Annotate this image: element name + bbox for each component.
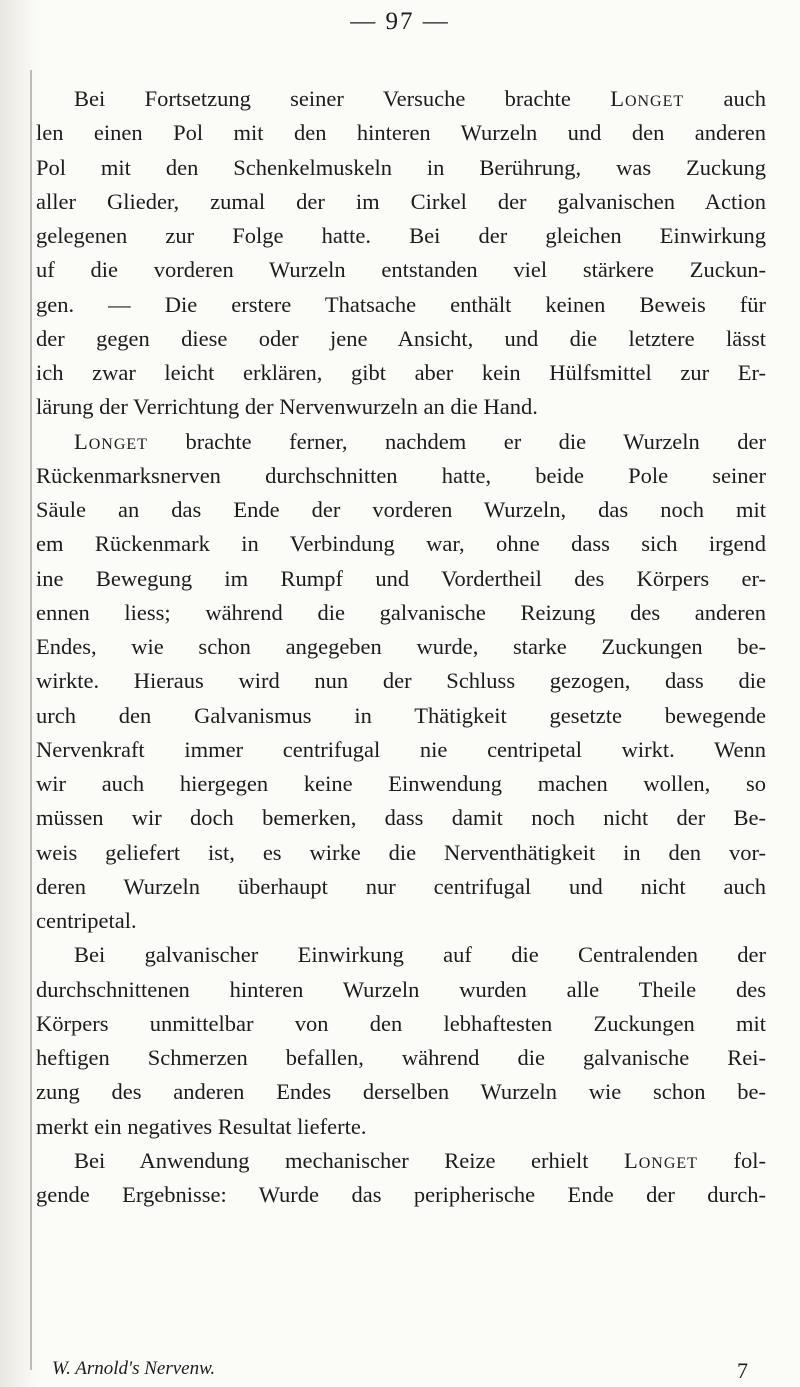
text-line <box>36 733 766 767</box>
printer-signature: 7 <box>737 1358 748 1383</box>
text-run: auch <box>684 86 766 111</box>
text-run: zung des anderen Endes derselben Wurzeln wie schon be- <box>36 1079 766 1105</box>
text-line <box>36 1007 766 1041</box>
text-line <box>36 116 766 150</box>
body-text <box>36 82 766 1212</box>
text-run: aller Glieder, zumal der im Cirkel der galvanischen Action <box>36 188 766 214</box>
author-name: Longet <box>74 428 148 454</box>
text-line <box>36 801 766 835</box>
text-run: Nervenkraft immer centrifugal nie centripetal wirkt. Wenn <box>36 736 766 762</box>
text-run: Pol mit den Schenkelmuskeln in Berührung, was Zuckung <box>36 154 766 180</box>
text-run: durchschnittenen hinteren Wurzeln wurden alle Theile des <box>36 976 766 1002</box>
page-number: — 97 — <box>350 8 450 35</box>
text-run: urch den Galvanismus in Thätigkeit gesetzte bewegende <box>36 702 766 728</box>
text-run: Bei galvanischer Einwirkung auf die Centralenden der <box>74 942 766 968</box>
text-line <box>36 253 766 287</box>
text-run: fol- <box>697 1147 766 1173</box>
text-line <box>36 596 766 630</box>
text-line <box>36 630 766 664</box>
text-run: gende Ergebnisse: Wurde das peripherische Ende der durch- <box>36 1182 766 1207</box>
text-run: Bei Fortsetzung seiner Versuche brachte <box>74 86 611 111</box>
author-name: Longet <box>610 86 685 111</box>
text-run: ine Bewegung im Rumpf und Vordertheil des Körpers er- <box>36 565 766 591</box>
text-line <box>36 1110 766 1144</box>
text-run: Bei Anwendung mechanischer Reize erhielt <box>74 1147 624 1173</box>
text-run: merkt ein negatives Resultat lieferte. <box>36 1113 367 1139</box>
text-run: weis geliefert ist, es wirke die Nerventhätigkeit in den vor- <box>36 839 766 865</box>
binding-edge-line <box>30 70 32 1370</box>
text-run: gelegenen zur Folge hatte. Bei der gleichen Einwirkung <box>36 223 766 248</box>
text-line <box>36 1144 766 1178</box>
text-run: ennen liess; während die galvanische Reizung des anderen <box>36 599 766 625</box>
text-line <box>36 425 766 459</box>
text-run: deren Wurzeln überhaupt nur centrifugal und nicht auch <box>36 873 766 899</box>
text-line <box>36 82 766 116</box>
text-line <box>36 390 766 424</box>
text-line <box>36 973 766 1007</box>
text-line <box>36 562 766 596</box>
text-run: wirkte. Hieraus wird nun der Schluss gezogen, dass die <box>36 668 766 694</box>
text-run: lärung der Verrichtung der Nervenwurzeln an die Hand. <box>36 394 538 420</box>
text-line <box>36 185 766 219</box>
text-run: ich zwar leicht erklären, gibt aber kein Hülfsmittel zur Er- <box>36 360 766 385</box>
text-line <box>36 527 766 561</box>
text-run: centripetal. <box>36 908 137 933</box>
text-line <box>36 870 766 904</box>
text-line <box>36 151 766 185</box>
text-run: Säule an das Ende der vorderen Wurzeln, das noch mit <box>36 497 766 522</box>
text-line <box>36 904 766 938</box>
footer-source: W. Arnold's Nervenw. <box>52 1358 216 1379</box>
binding-gutter <box>0 0 38 1387</box>
text-line <box>36 322 766 356</box>
text-line <box>36 767 766 801</box>
text-line <box>36 459 766 493</box>
text-run: wir auch hiergegen keine Einwendung machen wollen, so <box>36 771 766 796</box>
text-run: gen. — Die erstere Thatsache enthält keinen Beweis für <box>36 291 766 317</box>
text-run: müssen wir doch bemerken, dass damit noch nicht der Be- <box>36 805 766 831</box>
text-run: len einen Pol mit den hinteren Wurzeln und den anderen <box>36 120 766 146</box>
text-line <box>36 699 766 733</box>
author-name: Longet <box>624 1147 698 1173</box>
text-line <box>36 1041 766 1075</box>
text-line <box>36 1178 766 1212</box>
text-line <box>36 664 766 698</box>
text-line <box>36 836 766 870</box>
text-run: Rückenmarksnerven durchschnitten hatte, beide Pole seiner <box>36 462 766 488</box>
text-run: heftigen Schmerzen befallen, während die galvanische Rei- <box>36 1045 766 1070</box>
text-line <box>36 938 766 972</box>
text-run: Körpers unmittelbar von den lebhaftesten Zuckungen mit <box>36 1010 766 1036</box>
text-run: uf die vorderen Wurzeln entstanden viel stärkere Zuckun- <box>36 257 766 283</box>
text-line <box>36 356 766 390</box>
text-line <box>36 219 766 253</box>
text-run: brachte ferner, nachdem er die Wurzeln der <box>147 428 766 454</box>
text-line <box>36 493 766 527</box>
text-line <box>36 1075 766 1109</box>
text-run: em Rückenmark in Verbindung war, ohne dass sich irgend <box>36 531 766 557</box>
text-line <box>36 288 766 322</box>
text-run: der gegen diese oder jene Ansicht, und die letztere lässt <box>36 325 766 351</box>
page-footer <box>52 1356 762 1382</box>
text-run: Endes, wie schon angegeben wurde, starke Zuckungen be- <box>36 634 766 659</box>
